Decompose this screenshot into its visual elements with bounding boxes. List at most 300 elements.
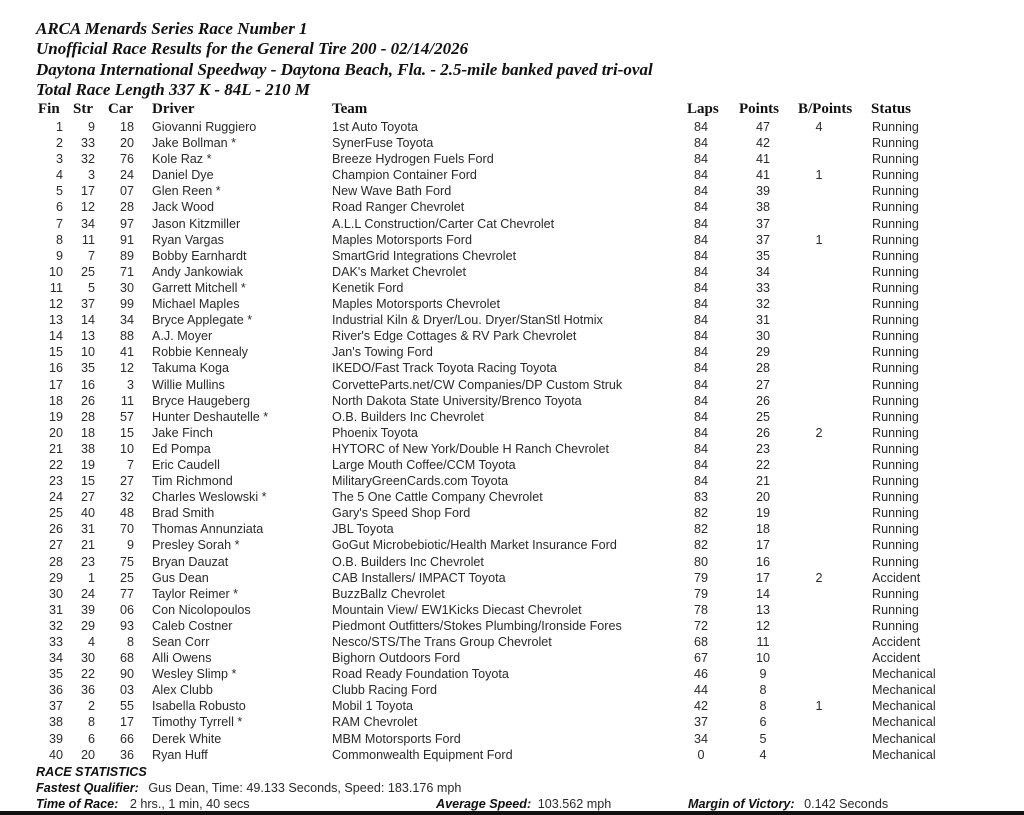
team-cell: Phoenix Toyota [332, 425, 418, 440]
status-cell: Running [872, 136, 919, 151]
points-cell: 18 [755, 522, 770, 537]
series-race-title: ARCA Menards Series Race Number 1 [36, 19, 308, 38]
fin-cell: 21 [48, 441, 63, 456]
status-cell: Running [872, 554, 919, 569]
car-number-cell: 66 [119, 731, 134, 746]
status-cell: Mechanical [872, 699, 936, 714]
driver-cell: Isabella Robusto [152, 699, 246, 714]
car-number-cell: 89 [119, 248, 134, 263]
start-cell: 23 [80, 554, 95, 569]
start-cell: 11 [81, 232, 95, 247]
car-number-cell: 07 [119, 184, 134, 199]
start-cell: 1 [87, 570, 95, 585]
bonus-points-cell: 2 [815, 570, 823, 585]
team-cell: CAB Installers/ IMPACT Toyota [332, 570, 506, 585]
points-cell: 4 [759, 747, 767, 762]
status-cell: Mechanical [872, 731, 936, 746]
car-number-cell: 06 [119, 602, 134, 617]
laps-cell: 84 [693, 361, 708, 376]
driver-cell: Alex Clubb [152, 683, 213, 698]
points-cell: 37 [755, 232, 770, 247]
team-cell: Road Ready Foundation Toyota [332, 667, 509, 682]
laps-cell: 79 [693, 586, 708, 601]
start-cell: 29 [80, 618, 95, 633]
points-cell: 17 [755, 538, 770, 553]
laps-cell: 84 [693, 280, 708, 295]
points-cell: 5 [759, 731, 767, 746]
driver-cell: Con Nicolopoulos [152, 602, 251, 617]
start-cell: 13 [80, 329, 95, 344]
status-cell: Running [872, 248, 919, 263]
start-cell: 2 [87, 699, 95, 714]
points-cell: 37 [755, 216, 770, 231]
average-speed-value: 103.562 mph [537, 797, 612, 811]
car-number-cell: 93 [119, 618, 134, 633]
table-row [0, 312, 1024, 328]
fin-cell: 35 [48, 667, 63, 682]
average-speed-label: Average Speed: [436, 797, 532, 811]
fin-cell: 17 [48, 377, 63, 392]
driver-cell: Jake Finch [152, 425, 213, 440]
fin-cell: 14 [48, 329, 63, 344]
race-statistics-heading: RACE STATISTICS [36, 765, 147, 779]
points-cell: 13 [755, 602, 770, 617]
laps-cell: 84 [693, 216, 708, 231]
table-row [0, 135, 1024, 151]
team-cell: North Dakota State University/Brenco Toyota [332, 393, 582, 408]
start-cell: 37 [80, 297, 95, 312]
margin-of-victory-value: 0.142 Seconds [804, 797, 889, 811]
table-row [0, 441, 1024, 457]
car-number-cell: 03 [119, 683, 134, 698]
driver-cell: Bryce Haugeberg [152, 393, 251, 408]
col-str: Str [73, 101, 93, 117]
table-row [0, 473, 1024, 489]
start-cell: 32 [80, 152, 95, 167]
fin-cell: 33 [48, 635, 63, 649]
report-title-block [36, 19, 653, 100]
start-cell: 30 [80, 651, 95, 666]
laps-cell: 84 [693, 409, 708, 424]
laps-cell: 84 [693, 345, 708, 360]
status-cell: Running [872, 393, 919, 408]
car-number-cell: 15 [119, 425, 134, 440]
car-number-cell: 25 [119, 570, 134, 585]
fin-cell: 11 [49, 280, 63, 295]
driver-cell: Jason Kitzmiller [152, 216, 241, 231]
car-number-cell: 3 [126, 377, 134, 392]
points-cell: 28 [755, 361, 770, 376]
car-number-cell: 88 [119, 329, 134, 344]
driver-cell: Bryan Dauzat [152, 554, 229, 569]
table-row [0, 167, 1024, 183]
start-cell: 22 [80, 667, 95, 682]
points-cell: 33 [755, 280, 770, 295]
fin-cell: 34 [48, 651, 63, 666]
table-row [0, 554, 1024, 570]
start-cell: 28 [80, 409, 95, 424]
points-cell: 19 [755, 506, 770, 521]
car-number-cell: 20 [119, 136, 134, 151]
table-row [0, 714, 1024, 730]
time-of-race-value: 2 hrs., 1 min, 40 secs [129, 797, 250, 811]
fin-cell: 15 [48, 345, 63, 360]
car-number-cell: 11 [120, 393, 134, 408]
table-row [0, 409, 1024, 425]
fastest-qualifier-value: Gus Dean, Time: 49.133 Seconds, Speed: 183.176 mph [148, 781, 462, 795]
laps-cell: 84 [693, 377, 708, 392]
driver-cell: A.J. Moyer [152, 329, 213, 344]
team-cell: Industrial Kiln & Dryer/Lou. Dryer/StanStl Hotmix [332, 313, 603, 328]
driver-cell: Brad Smith [152, 506, 215, 521]
driver-cell: Daniel Dye [152, 168, 214, 183]
team-cell: GoGut Microbebiotic/Health Market Insurance Ford [332, 538, 617, 553]
status-cell: Running [872, 361, 919, 376]
team-cell: O.B. Builders Inc Chevrolet [332, 554, 484, 569]
table-row [0, 216, 1024, 232]
status-cell: Running [872, 506, 919, 521]
driver-cell: Hunter Deshautelle * [152, 409, 269, 424]
col-points: Points [739, 101, 780, 117]
laps-cell: 0 [697, 747, 705, 762]
driver-cell: Glen Reen * [152, 184, 221, 199]
team-cell: O.B. Builders Inc Chevrolet [332, 409, 484, 424]
laps-cell: 84 [693, 232, 708, 247]
col-team: Team [332, 101, 368, 117]
bonus-points-cell: 1 [815, 168, 823, 183]
driver-cell: Giovanni Ruggiero [152, 120, 257, 134]
start-cell: 21 [80, 538, 95, 553]
status-cell: Running [872, 280, 919, 295]
fin-cell: 30 [48, 586, 63, 601]
team-cell: Maples Motorsports Chevrolet [332, 297, 500, 312]
points-cell: 47 [755, 120, 770, 134]
status-cell: Accident [872, 570, 921, 585]
start-cell: 35 [80, 361, 95, 376]
status-cell: Running [872, 264, 919, 279]
laps-cell: 84 [693, 264, 708, 279]
status-cell: Running [872, 425, 919, 440]
points-cell: 9 [759, 667, 767, 682]
car-number-cell: 9 [126, 538, 134, 553]
car-number-cell: 97 [119, 216, 134, 231]
status-cell: Running [872, 538, 919, 553]
laps-cell: 78 [693, 602, 708, 617]
car-number-cell: 71 [119, 264, 134, 279]
col-bonus-points: B/Points [798, 101, 853, 117]
fin-cell: 38 [48, 715, 63, 730]
status-cell: Running [872, 441, 919, 456]
laps-cell: 84 [693, 441, 708, 456]
driver-cell: Takuma Koga [152, 361, 230, 376]
table-row [0, 264, 1024, 280]
status-cell: Running [872, 152, 919, 167]
team-cell: MBM Motorsports Ford [332, 731, 461, 746]
points-cell: 27 [755, 377, 770, 392]
fin-cell: 6 [55, 200, 63, 215]
laps-cell: 44 [693, 683, 708, 698]
driver-cell: Derek White [152, 731, 222, 746]
laps-cell: 34 [693, 731, 708, 746]
status-cell: Accident [872, 651, 921, 666]
driver-cell: Thomas Annunziata [152, 522, 264, 537]
car-number-cell: 70 [119, 522, 134, 537]
start-cell: 40 [80, 506, 95, 521]
car-number-cell: 76 [119, 152, 134, 167]
laps-cell: 67 [693, 651, 708, 666]
table-row [0, 570, 1024, 586]
start-cell: 10 [80, 345, 95, 360]
start-cell: 6 [87, 731, 95, 746]
driver-cell: Michael Maples [152, 297, 240, 312]
team-cell: Maples Motorsports Ford [332, 232, 472, 247]
points-cell: 39 [755, 184, 770, 199]
margin-of-victory-label: Margin of Victory: [688, 797, 795, 811]
laps-cell: 84 [693, 425, 708, 440]
car-number-cell: 75 [119, 554, 134, 569]
team-cell: DAK's Market Chevrolet [332, 264, 466, 279]
table-row [0, 682, 1024, 698]
status-cell: Running [872, 168, 919, 183]
driver-cell: Timothy Tyrrell * [152, 715, 243, 730]
driver-cell: Alli Owens [152, 651, 212, 666]
laps-cell: 84 [693, 152, 708, 167]
driver-cell: Andy Jankowiak [152, 264, 244, 279]
fin-cell: 10 [48, 264, 63, 279]
laps-cell: 72 [693, 618, 708, 633]
start-cell: 31 [80, 522, 95, 537]
laps-cell: 80 [693, 554, 708, 569]
points-cell: 38 [755, 200, 770, 215]
points-cell: 21 [755, 474, 770, 489]
start-cell: 3 [87, 168, 95, 183]
team-cell: BuzzBallz Chevrolet [332, 586, 445, 601]
car-number-cell: 30 [119, 280, 134, 295]
start-cell: 20 [80, 747, 95, 762]
table-row [0, 199, 1024, 215]
points-cell: 29 [755, 345, 770, 360]
start-cell: 9 [87, 120, 95, 134]
fin-cell: 24 [48, 490, 63, 505]
fin-cell: 32 [48, 618, 63, 633]
fin-cell: 9 [55, 248, 63, 263]
status-cell: Accident [872, 635, 921, 649]
points-cell: 11 [756, 635, 770, 649]
start-cell: 24 [80, 586, 95, 601]
points-cell: 42 [755, 136, 770, 151]
table-row [0, 328, 1024, 344]
team-cell: Jan's Towing Ford [332, 345, 433, 360]
car-number-cell: 68 [119, 651, 134, 666]
race-results-title: Unofficial Race Results for the General Tire 200 - 02/14/2026 [36, 39, 469, 59]
start-cell: 18 [80, 425, 95, 440]
team-cell: Breeze Hydrogen Fuels Ford [332, 152, 494, 167]
time-of-race-label: Time of Race: [36, 797, 119, 811]
status-cell: Running [872, 329, 919, 344]
laps-cell: 79 [693, 570, 708, 585]
start-cell: 25 [80, 264, 95, 279]
status-cell: Mechanical [872, 683, 936, 698]
laps-cell: 82 [693, 522, 708, 537]
driver-cell: Bobby Earnhardt [152, 248, 247, 263]
car-number-cell: 12 [119, 361, 134, 376]
fin-cell: 7 [55, 216, 63, 231]
fin-cell: 18 [48, 393, 63, 408]
team-cell: Road Ranger Chevrolet [332, 200, 465, 215]
table-row [0, 344, 1024, 360]
table-row [0, 586, 1024, 602]
bonus-points-cell: 2 [815, 425, 823, 440]
driver-cell: Gus Dean [152, 570, 209, 585]
car-number-cell: 28 [119, 200, 134, 215]
bonus-points-cell: 1 [815, 699, 823, 714]
table-row [0, 280, 1024, 296]
table-row [0, 666, 1024, 682]
points-cell: 25 [755, 409, 770, 424]
team-cell: New Wave Bath Ford [332, 184, 452, 199]
car-number-cell: 36 [119, 747, 134, 762]
table-row [0, 377, 1024, 393]
points-cell: 26 [755, 425, 770, 440]
laps-cell: 84 [693, 248, 708, 263]
laps-cell: 84 [693, 457, 708, 472]
start-cell: 7 [87, 248, 95, 263]
start-cell: 12 [80, 200, 95, 215]
fin-cell: 23 [48, 474, 63, 489]
start-cell: 27 [80, 490, 95, 505]
fin-cell: 19 [48, 409, 63, 424]
driver-cell: Eric Caudell [152, 457, 220, 472]
fin-cell: 12 [48, 297, 63, 312]
driver-cell: Willie Mullins [152, 377, 225, 392]
table-row [0, 296, 1024, 312]
laps-cell: 84 [693, 329, 708, 344]
fin-cell: 3 [55, 152, 63, 167]
driver-cell: Ryan Vargas [152, 232, 224, 247]
start-cell: 15 [80, 474, 95, 489]
table-row [0, 505, 1024, 521]
fin-cell: 16 [48, 361, 63, 376]
table-row [0, 489, 1024, 505]
laps-cell: 84 [693, 120, 708, 134]
start-cell: 17 [80, 184, 95, 199]
points-cell: 41 [755, 168, 770, 183]
table-row [0, 731, 1024, 747]
fin-cell: 39 [48, 731, 63, 746]
car-number-cell: 18 [119, 120, 134, 134]
race-length: Total Race Length 337 K - 84L - 210 M [36, 79, 311, 99]
start-cell: 39 [80, 602, 95, 617]
col-fin: Fin [38, 101, 60, 117]
status-cell: Running [872, 232, 919, 247]
team-cell: River's Edge Cottages & RV Park Chevrolet [332, 329, 577, 344]
laps-cell: 84 [693, 393, 708, 408]
start-cell: 38 [80, 441, 95, 456]
laps-cell: 84 [693, 200, 708, 215]
driver-cell: Wesley Slimp * [152, 667, 237, 682]
fin-cell: 4 [55, 168, 63, 183]
points-cell: 8 [759, 699, 767, 714]
points-cell: 20 [755, 490, 770, 505]
driver-cell: Jake Bollman * [152, 136, 236, 151]
driver-cell: Taylor Reimer * [152, 586, 239, 601]
table-row [0, 183, 1024, 199]
table-row [0, 457, 1024, 473]
car-number-cell: 91 [119, 232, 134, 247]
car-number-cell: 7 [126, 457, 134, 472]
points-cell: 32 [755, 297, 770, 312]
results-table-body [0, 119, 1024, 763]
points-cell: 8 [759, 683, 767, 698]
driver-cell: Garrett Mitchell * [152, 280, 246, 295]
points-cell: 23 [755, 441, 770, 456]
laps-cell: 84 [693, 168, 708, 183]
laps-cell: 84 [693, 313, 708, 328]
car-number-cell: 77 [119, 586, 134, 601]
points-cell: 16 [755, 554, 770, 569]
car-number-cell: 55 [119, 699, 134, 714]
fin-cell: 36 [48, 683, 63, 698]
fin-cell: 25 [48, 506, 63, 521]
team-cell: Bighorn Outdoors Ford [332, 651, 461, 666]
status-cell: Running [872, 313, 919, 328]
status-cell: Running [872, 120, 919, 134]
start-cell: 4 [87, 635, 95, 649]
points-cell: 17 [755, 570, 770, 585]
col-laps: Laps [687, 101, 719, 117]
table-row [0, 698, 1024, 714]
driver-cell: Ryan Huff [152, 747, 208, 762]
status-cell: Running [872, 457, 919, 472]
team-cell: The 5 One Cattle Company Chevrolet [332, 490, 543, 505]
start-cell: 14 [80, 313, 95, 328]
driver-cell: Jack Wood [152, 200, 215, 215]
car-number-cell: 27 [119, 474, 134, 489]
points-cell: 26 [755, 393, 770, 408]
driver-cell: Charles Weslowski * [152, 490, 267, 505]
col-driver: Driver [152, 101, 195, 117]
fin-cell: 28 [48, 554, 63, 569]
status-cell: Running [872, 490, 919, 505]
team-cell: RAM Chevrolet [332, 715, 418, 730]
status-cell: Running [872, 602, 919, 617]
status-cell: Running [872, 618, 919, 633]
team-cell: A.L.L Construction/Carter Cat Chevrolet [332, 216, 555, 231]
team-cell: Clubb Racing Ford [332, 683, 437, 698]
table-row [0, 232, 1024, 248]
status-cell: Running [872, 216, 919, 231]
status-cell: Mechanical [872, 667, 936, 682]
laps-cell: 68 [693, 635, 708, 649]
status-cell: Running [872, 586, 919, 601]
fin-cell: 27 [48, 538, 63, 553]
col-car: Car [108, 101, 133, 117]
car-number-cell: 90 [119, 667, 134, 682]
car-number-cell: 99 [119, 297, 134, 312]
table-row [0, 248, 1024, 264]
fin-cell: 29 [48, 570, 63, 585]
car-number-cell: 32 [119, 490, 134, 505]
table-row [0, 521, 1024, 537]
fin-cell: 26 [48, 522, 63, 537]
laps-cell: 84 [693, 184, 708, 199]
team-cell: SmartGrid Integrations Chevrolet [332, 248, 517, 263]
points-cell: 22 [755, 457, 770, 472]
fin-cell: 37 [48, 699, 63, 714]
car-number-cell: 57 [119, 409, 134, 424]
start-cell: 8 [87, 715, 95, 730]
table-row [0, 602, 1024, 618]
